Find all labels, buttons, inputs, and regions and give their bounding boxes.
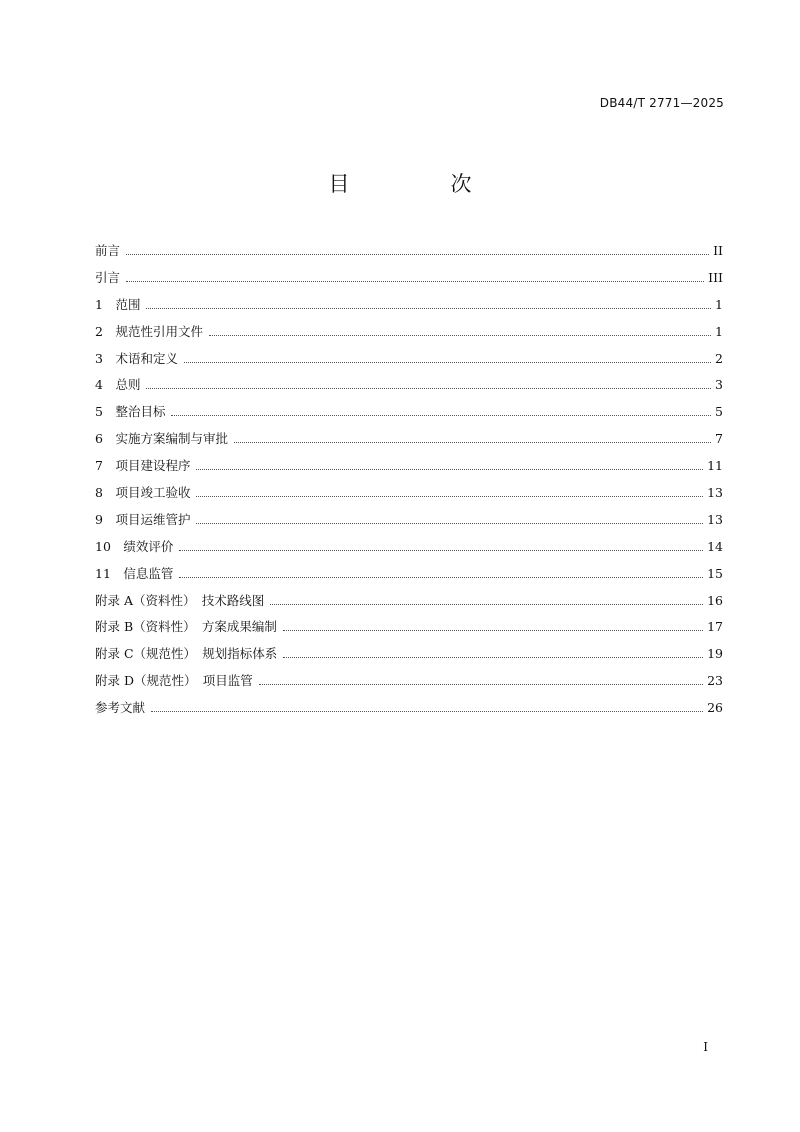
toc-entry-targets[interactable] xyxy=(95,399,723,426)
toc-entry-terms-definitions[interactable] xyxy=(95,346,723,373)
toc-entry-label: 10 绩效评价 xyxy=(95,538,174,554)
toc-dot-leader xyxy=(209,334,711,336)
toc-entry-introduction[interactable] xyxy=(95,265,723,292)
toc-dot-leader xyxy=(151,710,703,712)
toc-entry-page: 16 xyxy=(707,592,723,608)
toc-entry-maintenance[interactable] xyxy=(95,507,723,534)
toc-entry-appendix-d[interactable] xyxy=(95,668,723,695)
toc-entry-plan-approval[interactable] xyxy=(95,426,723,453)
toc-entry-page: 11 xyxy=(707,458,723,474)
toc-entry-label: 前言 xyxy=(95,243,121,258)
toc-entry-performance-evaluation[interactable] xyxy=(95,534,723,561)
toc-entry-label: 9 项目运维管护 xyxy=(95,511,191,527)
toc-entry-normative-references[interactable] xyxy=(95,319,723,346)
toc-entry-page: 13 xyxy=(707,511,723,527)
toc-entry-label: 附录 A（资料性） 技术路线图 xyxy=(95,592,265,608)
toc-entry-label: 8 项目竣工验收 xyxy=(95,485,191,501)
toc-entry-page: 19 xyxy=(707,646,723,662)
toc-entry-label: 附录 C（规范性） 规划指标体系 xyxy=(95,646,278,662)
toc-entry-appendix-a[interactable] xyxy=(95,588,723,615)
toc-dot-leader xyxy=(179,576,703,578)
toc-entry-label: 6 实施方案编制与审批 xyxy=(95,431,228,447)
toc-entry-page: 1 xyxy=(715,296,723,312)
toc-dot-leader xyxy=(270,603,703,605)
toc-entry-appendix-c[interactable] xyxy=(95,641,723,668)
toc-entry-page: III xyxy=(708,269,723,285)
toc-entry-page: 3 xyxy=(715,377,723,393)
toc-entry-label: 11 信息监管 xyxy=(95,565,174,581)
toc-dot-leader xyxy=(126,253,709,255)
toc-list xyxy=(95,238,723,722)
toc-entry-bibliography[interactable] xyxy=(95,695,723,722)
toc-entry-scope[interactable] xyxy=(95,292,723,319)
toc-entry-label: 引言 xyxy=(95,269,121,285)
toc-entry-information-supervision[interactable] xyxy=(95,561,723,588)
toc-entry-appendix-b[interactable] xyxy=(95,614,723,641)
toc-entry-label: 2 规范性引用文件 xyxy=(95,323,203,339)
toc-entry-label: 5 整治目标 xyxy=(95,404,166,420)
toc-title: 目 次 xyxy=(328,172,512,196)
toc-entry-general[interactable] xyxy=(95,372,723,399)
toc-dot-leader xyxy=(184,361,711,363)
toc-entry-page: 7 xyxy=(715,431,723,447)
toc-dot-leader xyxy=(196,495,703,497)
toc-dot-leader xyxy=(126,280,704,282)
toc-entry-label: 7 项目建设程序 xyxy=(95,458,191,474)
page-number: I xyxy=(703,1040,708,1054)
toc-dot-leader xyxy=(259,683,703,685)
toc-entry-acceptance[interactable] xyxy=(95,480,723,507)
toc-dot-leader xyxy=(146,387,711,389)
toc-entry-page: 13 xyxy=(707,485,723,501)
toc-dot-leader xyxy=(234,441,711,443)
toc-entry-page: 26 xyxy=(707,700,723,716)
toc-entry-page: 17 xyxy=(707,619,723,635)
toc-entry-page: 23 xyxy=(707,673,723,689)
toc-dot-leader xyxy=(146,307,711,309)
toc-entry-page: 5 xyxy=(715,404,723,420)
toc-entry-construction-procedure[interactable] xyxy=(95,453,723,480)
toc-entry-label: 1 范围 xyxy=(95,296,141,312)
toc-dot-leader xyxy=(196,522,703,524)
toc-dot-leader xyxy=(283,629,703,631)
toc-dot-leader xyxy=(171,414,711,416)
toc-entry-foreword[interactable] xyxy=(95,238,723,265)
toc-entry-page: 15 xyxy=(707,565,723,581)
toc-entry-page: 14 xyxy=(707,538,723,554)
toc-entry-label: 4 总则 xyxy=(95,377,141,393)
toc-entry-page: II xyxy=(713,243,723,258)
toc-entry-label: 附录 B（资料性） 方案成果编制 xyxy=(95,619,277,635)
document-number: DB44/T 2771—2025 xyxy=(599,96,724,110)
toc-entry-label: 参考文献 xyxy=(95,700,146,716)
toc-entry-label: 3 术语和定义 xyxy=(95,350,178,366)
toc-dot-leader xyxy=(179,549,703,551)
toc-entry-label: 附录 D（规范性） 项目监管 xyxy=(95,673,253,689)
toc-dot-leader xyxy=(283,656,703,658)
toc-entry-page: 1 xyxy=(715,323,723,339)
toc-dot-leader xyxy=(196,468,703,470)
toc-entry-page: 2 xyxy=(715,350,723,366)
